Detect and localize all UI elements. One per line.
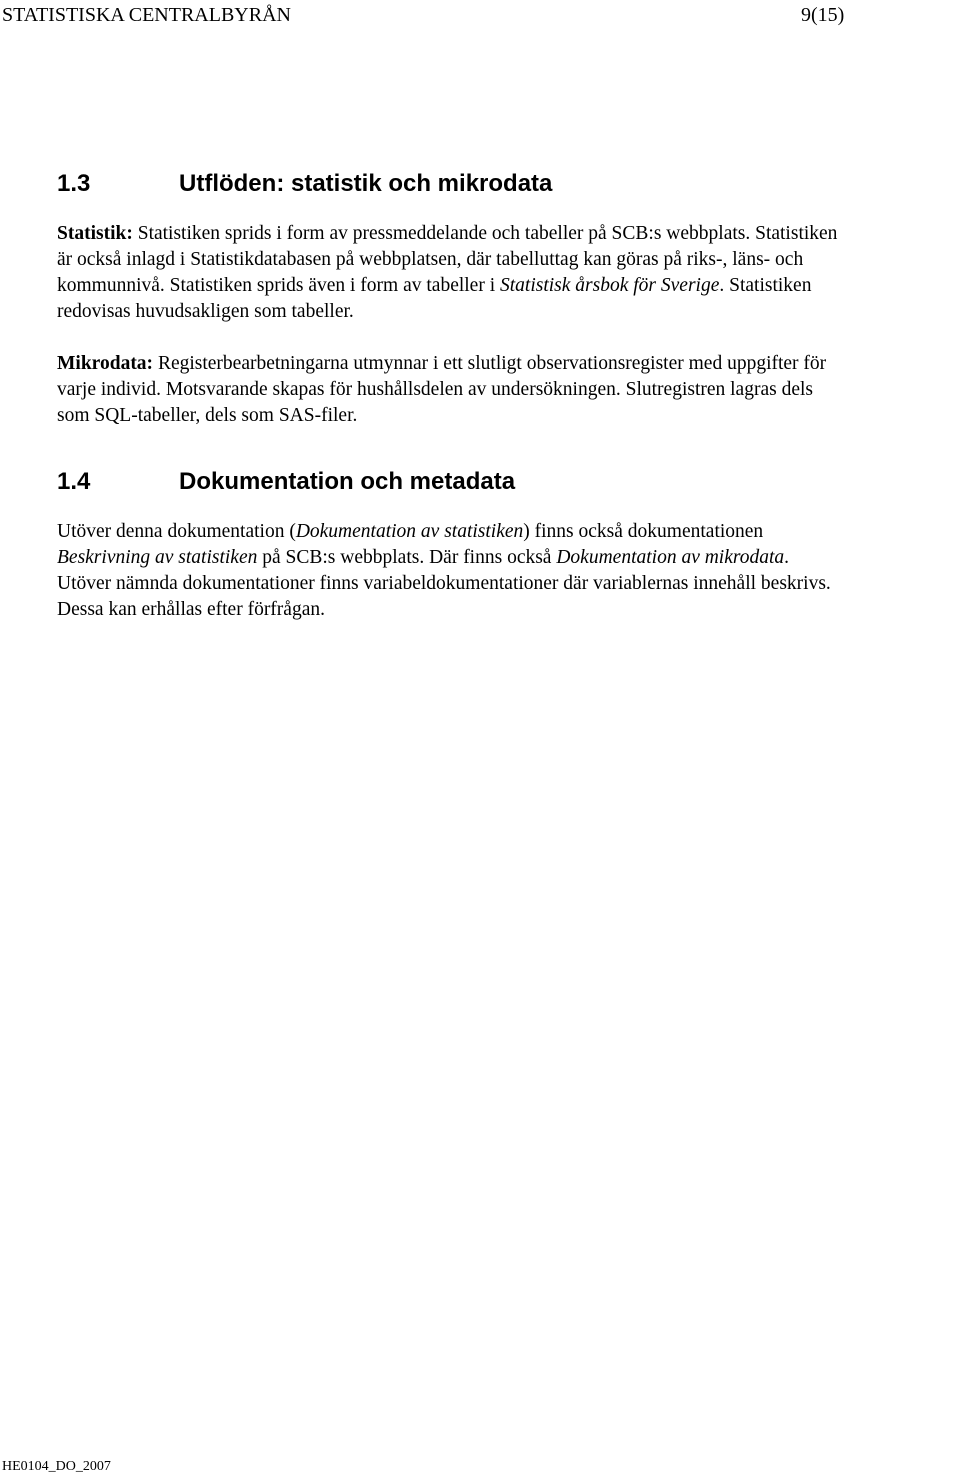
mikrodata-line-1: [57, 351, 960, 377]
dokumentation-title-3: Dokumentation av mikrodata: [556, 547, 785, 568]
section-1-4-number: 1.4: [57, 468, 91, 495]
dokumentation-text-1a: Utöver denna dokumentation (: [57, 521, 296, 542]
statistik-line-3: [57, 273, 960, 299]
dokumentation-line-3: Utöver nämnda dokumentationer finns variabeldokumentationer där variablernas innehåll beskrivs.: [57, 573, 831, 594]
section-1-3-title: Utflöden: statistik och mikrodata: [179, 170, 553, 197]
mikrodata-line-2: varje individ. Motsvarande skapas för hushållsdelen av undersökningen. Slutregistren lagras dels: [57, 379, 813, 400]
dokumentation-text-1c: ) finns också dokumentationen: [523, 521, 764, 542]
statistik-publication-title: Statistisk årsbok för Sverige: [500, 275, 720, 296]
dokumentation-text-2b: på SCB:s webbplats. Där finns också: [257, 547, 557, 568]
statistik-line-4: redovisas huvudsakligen som tabeller.: [57, 301, 354, 322]
header-organization: STATISTISKA CENTRALBYRÅN: [2, 4, 291, 26]
section-1-3-heading: [57, 169, 552, 199]
mikrodata-paragraph: [57, 351, 960, 429]
dokumentation-line-2: [57, 545, 960, 571]
dokumentation-line-4: Dessa kan erhållas efter förfrågan.: [57, 599, 325, 620]
dokumentation-title-2: Beskrivning av statistiken: [57, 547, 258, 568]
dokumentation-line-1: [57, 519, 960, 545]
dokumentation-paragraph: [57, 519, 960, 623]
section-1-4-title: Dokumentation och metadata: [179, 468, 516, 495]
page-footer: HE0104_DO_2007: [2, 1459, 111, 1474]
section-1-4-heading: [57, 467, 515, 497]
dokumentation-text-2d: .: [784, 547, 790, 568]
mikrodata-text-1: Registerbearbetningarna utmynnar i ett slutligt observationsregister med uppgifter för: [153, 353, 827, 374]
statistik-line-2: är också inlagd i Statistikdatabasen på webbplatsen, där tabelluttag kan göras på riks-, läns- och: [57, 249, 804, 270]
statistik-label: Statistik:: [57, 223, 133, 244]
statistik-paragraph: [57, 221, 960, 325]
header-page-number: 9(15): [801, 4, 845, 26]
mikrodata-line-3: som SQL-tabeller, dels som SAS-filer.: [57, 405, 358, 426]
mikrodata-label: Mikrodata:: [57, 353, 154, 374]
statistik-text-1: Statistiken sprids i form av pressmeddelande och tabeller på SCB:s webbplats. Statistiken: [132, 223, 838, 244]
statistik-line-1: [57, 221, 960, 247]
statistik-text-3c: . Statistiken: [719, 275, 812, 296]
section-1-3-number: 1.3: [57, 170, 91, 197]
statistik-text-3a: kommunnivå. Statistiken sprids även i form av tabeller i: [57, 275, 500, 296]
dokumentation-title-1: Dokumentation av statistiken: [295, 521, 524, 542]
